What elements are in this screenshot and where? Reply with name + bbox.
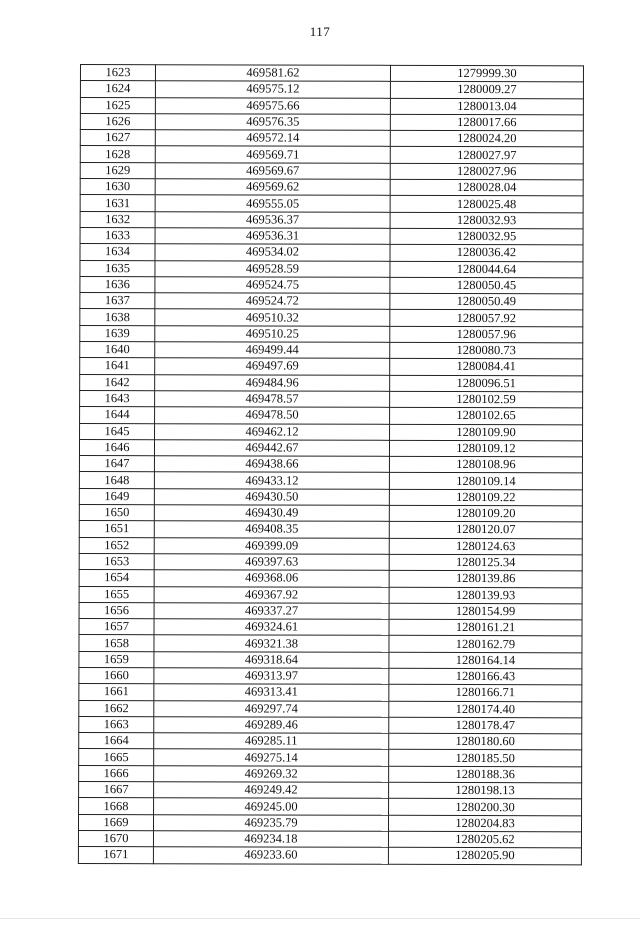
table-row: [80, 407, 583, 425]
table-row: [79, 716, 582, 734]
y-coordinate-cell: 1280120.07: [389, 522, 582, 539]
x-coordinate-cell: 469497.69: [155, 358, 390, 375]
x-coordinate-cell: 469478.50: [155, 407, 390, 424]
x-coordinate-cell: 469408.35: [154, 521, 389, 538]
x-coordinate-cell: 469321.38: [154, 635, 389, 652]
table-row: [80, 276, 583, 294]
table-row: [79, 456, 582, 474]
point-number-cell: 1643: [80, 390, 155, 406]
x-coordinate-cell: 469368.06: [154, 570, 389, 587]
point-number-cell: 1671: [78, 847, 153, 863]
point-number-cell: 1661: [79, 684, 154, 700]
table-row: [78, 830, 581, 848]
table-row: [80, 244, 583, 262]
x-coordinate-cell: 469555.05: [155, 195, 390, 212]
table-row: [80, 374, 583, 392]
table-row: [79, 439, 582, 457]
table-row: [80, 130, 583, 148]
y-coordinate-cell: 1280166.71: [389, 685, 582, 702]
x-coordinate-cell: 469318.64: [154, 651, 389, 668]
y-coordinate-cell: 1280025.48: [390, 196, 583, 213]
x-coordinate-cell: 469399.09: [154, 537, 389, 554]
table-row: [79, 651, 582, 669]
x-coordinate-cell: 469478.57: [155, 391, 390, 408]
y-coordinate-cell: 1280200.30: [389, 799, 582, 816]
y-coordinate-cell: 1280109.90: [390, 424, 583, 441]
x-coordinate-cell: 469235.79: [153, 814, 388, 831]
x-coordinate-cell: 469269.32: [154, 765, 389, 782]
table-row: [80, 325, 583, 343]
x-coordinate-cell: 469289.46: [154, 717, 389, 734]
x-coordinate-cell: 469536.37: [155, 211, 390, 228]
y-coordinate-cell: 1280109.20: [389, 505, 582, 522]
point-number-cell: 1656: [79, 602, 154, 618]
x-coordinate-cell: 469581.62: [155, 65, 390, 82]
y-coordinate-cell: 1280027.97: [390, 147, 583, 164]
y-coordinate-cell: 1280057.92: [390, 310, 583, 327]
y-coordinate-cell: 1280188.36: [389, 766, 582, 783]
y-coordinate-cell: 1280024.20: [390, 131, 583, 148]
y-coordinate-cell: 1280198.13: [389, 782, 582, 799]
y-coordinate-cell: 1280109.12: [389, 440, 582, 457]
table-row: [79, 765, 582, 783]
table-row: [79, 537, 582, 555]
y-coordinate-cell: 1280178.47: [389, 717, 582, 734]
y-coordinate-cell: 1280050.49: [390, 293, 583, 310]
y-coordinate-cell: 1280154.99: [389, 603, 582, 620]
y-coordinate-cell: 1280096.51: [390, 375, 583, 392]
x-coordinate-cell: 469313.97: [154, 668, 389, 685]
point-number-cell: 1648: [79, 472, 154, 488]
point-number-cell: 1651: [79, 521, 154, 537]
x-coordinate-cell: 469233.60: [153, 847, 388, 864]
point-number-cell: 1664: [79, 733, 154, 749]
x-coordinate-cell: 469462.12: [155, 423, 390, 440]
x-coordinate-cell: 469430.50: [154, 488, 389, 505]
point-number-cell: 1629: [80, 162, 155, 178]
table-row: [80, 309, 583, 327]
y-coordinate-cell: 1280017.66: [390, 114, 583, 131]
point-number-cell: 1637: [80, 293, 155, 309]
table-row: [79, 619, 582, 637]
point-number-cell: 1660: [79, 667, 154, 683]
point-number-cell: 1665: [79, 749, 154, 765]
x-coordinate-cell: 469275.14: [154, 749, 389, 766]
table-row: [80, 179, 583, 197]
table-row: [79, 782, 582, 800]
point-number-cell: 1670: [78, 830, 153, 846]
y-coordinate-cell: 1280027.96: [390, 163, 583, 180]
table-row: [79, 684, 582, 702]
table-row: [80, 211, 583, 229]
point-number-cell: 1669: [78, 814, 153, 830]
table-row: [80, 97, 583, 115]
table-row: [79, 602, 582, 620]
point-number-cell: 1638: [80, 309, 155, 325]
table-row: [79, 749, 582, 767]
point-number-cell: 1633: [80, 227, 155, 243]
x-coordinate-cell: 469313.41: [154, 684, 389, 701]
table-row: [80, 227, 583, 245]
x-coordinate-cell: 469575.12: [155, 81, 390, 98]
y-coordinate-cell: 1280109.22: [389, 489, 582, 506]
point-number-cell: 1642: [80, 374, 155, 390]
y-coordinate-cell: 1280162.79: [389, 636, 582, 653]
x-coordinate-cell: 469337.27: [154, 602, 389, 619]
table-row: [80, 146, 583, 164]
x-coordinate-cell: 469510.25: [155, 325, 390, 342]
table-row: [79, 635, 582, 653]
x-coordinate-cell: 469569.67: [155, 162, 390, 179]
y-coordinate-cell: 1280204.83: [388, 815, 581, 832]
point-number-cell: 1650: [79, 505, 154, 521]
y-coordinate-cell: 1280124.63: [389, 538, 582, 555]
table-row: [79, 505, 582, 523]
point-number-cell: 1628: [80, 146, 155, 162]
scan-edge-line: [0, 918, 640, 919]
point-number-cell: 1667: [79, 782, 154, 798]
point-number-cell: 1636: [80, 276, 155, 292]
x-coordinate-cell: 469510.32: [155, 309, 390, 326]
point-number-cell: 1652: [79, 537, 154, 553]
x-coordinate-cell: 469397.63: [154, 554, 389, 571]
x-coordinate-cell: 469297.74: [154, 700, 389, 717]
table-row: [80, 342, 583, 360]
point-number-cell: 1634: [80, 244, 155, 260]
point-number-cell: 1659: [79, 651, 154, 667]
point-number-cell: 1668: [79, 798, 154, 814]
y-coordinate-cell: 1280205.90: [388, 848, 581, 865]
x-coordinate-cell: 469534.02: [155, 244, 390, 261]
y-coordinate-cell: 1280139.93: [389, 587, 582, 604]
x-coordinate-cell: 469285.11: [154, 733, 389, 750]
table-row: [79, 570, 582, 588]
page-number: 117: [309, 24, 331, 39]
x-coordinate-cell: 469528.59: [155, 260, 390, 277]
table-row: [79, 733, 582, 751]
y-coordinate-cell: 1280102.65: [390, 408, 583, 425]
point-number-cell: 1626: [80, 113, 155, 129]
y-coordinate-cell: 1280185.50: [389, 750, 582, 767]
point-number-cell: 1631: [80, 195, 155, 211]
point-number-cell: 1644: [80, 407, 155, 423]
table-row: [80, 260, 583, 278]
table-row: [80, 113, 583, 131]
y-coordinate-cell: 1280139.86: [389, 571, 582, 588]
x-coordinate-cell: 469499.44: [155, 342, 390, 359]
point-number-cell: 1632: [80, 211, 155, 227]
point-number-cell: 1625: [80, 97, 155, 113]
table-row: [79, 798, 582, 816]
table-row: [78, 814, 581, 832]
table-row: [79, 488, 582, 506]
table-row: [80, 293, 583, 311]
y-coordinate-cell: 1280084.41: [390, 359, 583, 376]
y-coordinate-cell: 1280102.59: [390, 391, 583, 408]
y-coordinate-cell: 1280205.62: [388, 831, 581, 848]
x-coordinate-cell: 469569.62: [155, 179, 390, 196]
x-coordinate-cell: 469575.66: [155, 97, 390, 114]
coordinates-table-body: [78, 65, 583, 865]
x-coordinate-cell: 469367.92: [154, 586, 389, 603]
y-coordinate-cell: 1280009.27: [390, 82, 583, 99]
point-number-cell: 1646: [79, 439, 154, 455]
point-number-cell: 1663: [79, 716, 154, 732]
y-coordinate-cell: 1280044.64: [390, 261, 583, 278]
x-coordinate-cell: 469234.18: [153, 831, 388, 848]
x-coordinate-cell: 469245.00: [154, 798, 389, 815]
point-number-cell: 1639: [80, 325, 155, 341]
x-coordinate-cell: 469249.42: [154, 782, 389, 799]
point-number-cell: 1647: [79, 456, 154, 472]
y-coordinate-cell: 1280013.04: [390, 98, 583, 115]
table-row: [79, 667, 582, 685]
x-coordinate-cell: 469324.61: [154, 619, 389, 636]
x-coordinate-cell: 469524.75: [155, 277, 390, 294]
table-row: [80, 195, 583, 213]
table-row: [80, 423, 583, 441]
y-coordinate-cell: 1280180.60: [389, 733, 582, 750]
point-number-cell: 1635: [80, 260, 155, 276]
table-row: [80, 390, 583, 408]
point-number-cell: 1649: [79, 488, 154, 504]
table-row: [80, 162, 583, 180]
y-coordinate-cell: 1280109.14: [389, 473, 582, 490]
y-coordinate-cell: 1280161.21: [389, 619, 582, 636]
x-coordinate-cell: 469438.66: [154, 456, 389, 473]
point-number-cell: 1623: [80, 65, 155, 81]
point-number-cell: 1653: [79, 553, 154, 569]
x-coordinate-cell: 469572.14: [155, 130, 390, 147]
y-coordinate-cell: 1280032.93: [390, 212, 583, 229]
table-row: [79, 553, 582, 571]
point-number-cell: 1658: [79, 635, 154, 651]
y-coordinate-cell: 1280050.45: [390, 277, 583, 294]
x-coordinate-cell: 469430.49: [154, 505, 389, 522]
table-row: [80, 81, 583, 99]
table-row: [80, 358, 583, 376]
x-coordinate-cell: 469576.35: [155, 114, 390, 131]
x-coordinate-cell: 469433.12: [154, 472, 389, 489]
x-coordinate-cell: 469442.67: [154, 440, 389, 457]
y-coordinate-cell: 1280174.40: [389, 701, 582, 718]
y-coordinate-cell: 1280036.42: [390, 245, 583, 262]
table-row: [79, 586, 582, 604]
coordinates-table: [78, 64, 584, 865]
x-coordinate-cell: 469524.72: [155, 293, 390, 310]
x-coordinate-cell: 469536.31: [155, 228, 390, 245]
point-number-cell: 1630: [80, 179, 155, 195]
y-coordinate-cell: 1280080.73: [390, 342, 583, 359]
y-coordinate-cell: 1280032.95: [390, 228, 583, 245]
y-coordinate-cell: 1280125.34: [389, 554, 582, 571]
table-row: [79, 700, 582, 718]
y-coordinate-cell: 1280057.96: [390, 326, 583, 343]
x-coordinate-cell: 469569.71: [155, 146, 390, 163]
table-row: [78, 847, 581, 865]
table-row: [79, 521, 582, 539]
point-number-cell: 1654: [79, 570, 154, 586]
point-number-cell: 1640: [80, 342, 155, 358]
table-row: [79, 472, 582, 490]
x-coordinate-cell: 469484.96: [155, 374, 390, 391]
point-number-cell: 1655: [79, 586, 154, 602]
point-number-cell: 1657: [79, 619, 154, 635]
y-coordinate-cell: 1280164.14: [389, 652, 582, 669]
point-number-cell: 1645: [80, 423, 155, 439]
table-row: [80, 65, 583, 83]
point-number-cell: 1662: [79, 700, 154, 716]
y-coordinate-cell: 1279999.30: [390, 65, 583, 82]
y-coordinate-cell: 1280166.43: [389, 668, 582, 685]
point-number-cell: 1666: [79, 765, 154, 781]
point-number-cell: 1624: [80, 81, 155, 97]
y-coordinate-cell: 1280108.96: [389, 456, 582, 473]
y-coordinate-cell: 1280028.04: [390, 179, 583, 196]
point-number-cell: 1627: [80, 130, 155, 146]
point-number-cell: 1641: [80, 358, 155, 374]
